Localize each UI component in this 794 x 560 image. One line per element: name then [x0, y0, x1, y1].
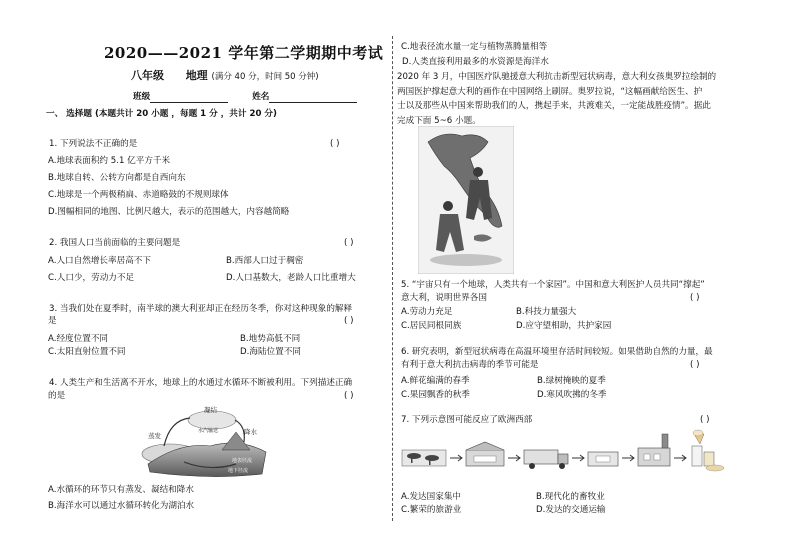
- question-3-stem: 3. 当我们处在夏季时，南半球的澳大利亚却正在经历冬季，你对这种现象的解释: [49, 304, 353, 314]
- question-7-answer-paren: ( ): [700, 415, 710, 425]
- question-2-answer-paren: ( ): [344, 238, 354, 248]
- question-1-option-a: A.地球表面积约 5.1 亿平方千米: [48, 156, 171, 166]
- question-5-stem-cont: 意大利，说明世界各国: [401, 293, 487, 303]
- question-5-option-b: B.科技力量强大: [516, 307, 577, 317]
- section-heading: 一、 选择题 (本题共计 20 小题 ，每题 1 分 ，共计 20 分): [46, 109, 277, 119]
- question-6-stem: 6. 研究表明，新型冠状病毒在高温环境里存活时间较短。如果借助自然的力量，最: [401, 347, 713, 357]
- question-5-option-a: A.劳动力充足: [401, 307, 453, 317]
- question-6-option-a: A.鲜花编满的春季: [401, 376, 470, 386]
- question-4-stem: 4. 人类生产和生活离不开水，地球上的水通过水循环不断被利用。下列描述正确: [49, 378, 353, 388]
- question-1-option-c: C.地球是一个两极稍扁、赤道略鼓的不规则球体: [48, 190, 229, 200]
- cycle-arrow: [164, 418, 190, 446]
- question-2-stem: 2. 我国人口当前面临的主要问题是: [49, 238, 181, 248]
- flow-arrow: [450, 455, 462, 461]
- question-5-answer-paren: ( ): [690, 293, 700, 303]
- question-1-option-b: B.地球自转、公转方向都是自西向东: [48, 173, 186, 183]
- passage-text: [397, 70, 777, 128]
- painting-italy-map: [418, 126, 514, 274]
- label-surface-runoff: 地表径流: [232, 458, 253, 464]
- question-6-option-d: D.寒风吹拂的冬季: [537, 390, 607, 400]
- question-7-option-d: D.发达的交通运输: [536, 505, 606, 515]
- exam-subtitle: [131, 67, 319, 83]
- factory-icon: [638, 434, 670, 466]
- question-7-stem: 7. 下列示意图可能反应了欧洲西部: [401, 415, 533, 425]
- label-precipitation: 降水: [244, 428, 257, 436]
- label-groundwater: 地下径流: [228, 468, 249, 474]
- label-vapor-transport: 水汽输送: [198, 428, 219, 434]
- question-3-option-c: C.太阳直射位置不同: [48, 347, 126, 357]
- truck-icon: [524, 450, 568, 469]
- question-2-option-a: A.人口自然增长率居高不下: [48, 256, 151, 266]
- doctor-head: [473, 167, 483, 177]
- passage-line: 完成下面 5~6 小题。: [397, 115, 481, 126]
- grade-label: 八年级: [131, 69, 164, 82]
- question-3-option-b: B.地势高低不同: [240, 334, 301, 344]
- processing-plant-icon: [588, 452, 618, 466]
- question-7-option-b: B.现代化的畜牧业: [536, 492, 605, 502]
- doctor-head: [443, 201, 453, 211]
- question-3-option-d: D.海陆位置不同: [240, 347, 301, 357]
- question-7-option-a: A.发达国家集中: [401, 492, 462, 502]
- question-1-stem: 1. 下列说法不正确的是: [49, 139, 138, 149]
- question-4-answer-paren: ( ): [344, 391, 354, 401]
- passage-line: 两国医护撑起意大利的画作在中国网络上刷屏。奥罗拉说，“这幅画献给医生、护: [397, 86, 703, 97]
- question-4-option-c: C.地表径流水量一定与植物蒸腾量相等: [401, 42, 548, 52]
- question-3-option-a: A.经度位置不同: [48, 334, 109, 344]
- subject-label: 地理: [185, 69, 208, 82]
- class-label: 班级: [133, 92, 151, 102]
- dairy-products-icon: [692, 430, 724, 471]
- question-6-option-c: C.果园飘香的秋季: [401, 390, 470, 400]
- question-1-answer-paren: ( ): [330, 139, 340, 149]
- flow-arrow: [572, 455, 584, 461]
- flow-arrow: [622, 455, 634, 461]
- question-4-stem-cont: 的是: [48, 391, 66, 401]
- question-2-option-d: D.人口基数大，老龄人口比重增大: [226, 273, 356, 283]
- question-4-option-d: D.人类直接利用最多的水资源是海洋水: [402, 57, 549, 67]
- question-3-stem-cont: 是: [48, 316, 57, 326]
- water-cycle-diagram: [140, 402, 270, 480]
- name-label: 姓名: [252, 92, 270, 102]
- flow-arrow: [674, 455, 686, 461]
- question-5-stem: 5. “宇宙只有一个地球，人类共有一个家园”。中国和意大利医护人员共同“撑起”: [401, 280, 705, 290]
- question-4-option-b: B.海洋水可以通过水循环转化为湖泊水: [48, 501, 195, 511]
- question-3-answer-paren: ( ): [344, 316, 354, 326]
- class-name-line: [133, 91, 357, 103]
- question-1-option-d: D.图幅相同的地图、比例尺越大，表示的范围越大，内容越简略: [48, 207, 290, 217]
- question-7-option-c: C.繁荣的旅游业: [401, 505, 462, 515]
- class-field[interactable]: [150, 93, 228, 103]
- label-condensation: 凝结: [204, 406, 217, 414]
- question-6-option-b: B.绿树掩映的夏季: [537, 376, 606, 386]
- exam-info: (满分 40 分，时间 50 分钟): [211, 72, 319, 82]
- flow-arrow: [508, 455, 520, 461]
- label-evaporation: 蒸发: [148, 432, 161, 440]
- question-6-answer-paren: ( ): [690, 360, 700, 370]
- name-field[interactable]: [269, 93, 357, 103]
- question-2-option-b: B.西部人口过于稠密: [226, 256, 304, 266]
- pasture-cattle-icon: [402, 450, 446, 466]
- question-4-option-a: A.水循环的环节只有蒸发、凝结和降水: [48, 485, 194, 495]
- ground-shadow: [430, 254, 502, 266]
- livestock-process-diagram: [400, 428, 730, 480]
- passage-line: 2020 年 3 月，中国医疗队驰援意大利抗击新型冠状病毒，意大利女孩奥罗拉绘制的: [397, 72, 717, 82]
- question-2-option-c: C.人口少，劳动力不足: [48, 273, 135, 283]
- barn-icon: [466, 442, 504, 466]
- passage-line: 士以及那些从中国来帮助我们的人，携起手来，共渡难关，一定能战胜疫情”。据此: [397, 101, 711, 111]
- exam-title: 2020——2021 学年第二学期期中考试: [104, 44, 384, 62]
- question-6-stem-cont: 有利于意大利抗击病毒的季节可能是: [401, 360, 539, 370]
- question-5-option-d: D.应守望相助，共护家园: [516, 321, 612, 331]
- question-5-option-c: C.居民同根同族: [401, 321, 462, 331]
- column-divider: [392, 36, 393, 521]
